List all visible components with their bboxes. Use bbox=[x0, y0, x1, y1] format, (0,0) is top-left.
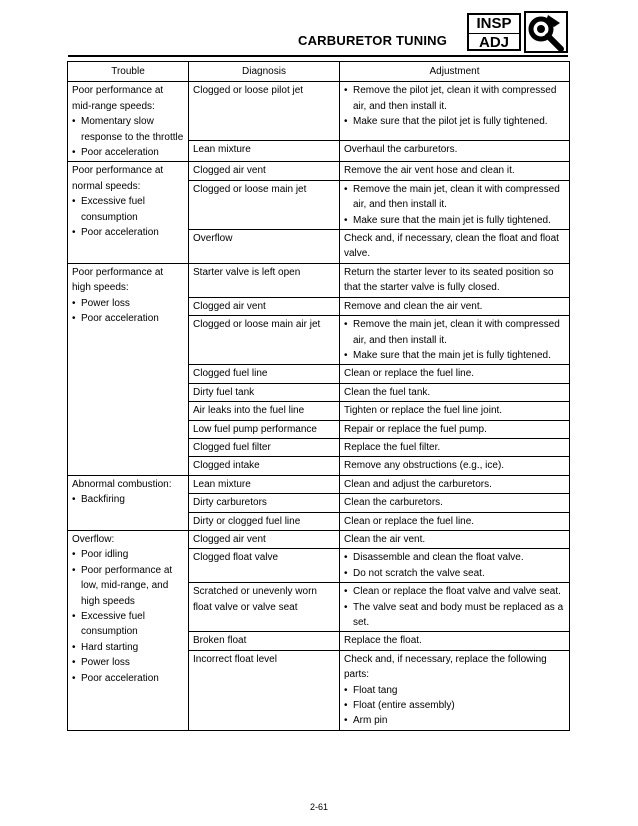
table-row bbox=[68, 530, 570, 548]
adjustment-cell bbox=[340, 263, 570, 297]
adjustment-text: Replace the fuel filter. bbox=[344, 441, 441, 453]
adjustment-text: Clean the air vent. bbox=[344, 533, 426, 545]
adjustment-cell bbox=[340, 438, 570, 456]
trouble-title: Abnormal combustion: bbox=[72, 478, 172, 490]
trouble-cell bbox=[68, 162, 189, 263]
trouble-symptom: • Excessive fuel consumption bbox=[72, 609, 184, 640]
diagnosis-cell: Clogged fuel filter bbox=[189, 438, 340, 456]
trouble-symptom-list bbox=[72, 296, 184, 327]
column-header-adjustment: Adjustment bbox=[340, 62, 570, 82]
adjustment-cell bbox=[340, 530, 570, 548]
diagnosis-cell: Clogged air vent bbox=[189, 530, 340, 548]
trouble-title: Poor performance at high speeds: bbox=[72, 266, 164, 294]
trouble-symptom: • Poor acceleration bbox=[72, 225, 184, 240]
adjustment-cell bbox=[340, 512, 570, 530]
wrench-magnifier-icon bbox=[524, 11, 568, 53]
adjustment-item: • Remove the pilot jet, clean it with compressed air, and then install it. bbox=[344, 83, 565, 114]
diagnosis-cell: Dirty carburetors bbox=[189, 494, 340, 512]
badge-bottom-label: ADJ bbox=[478, 34, 509, 51]
diagnosis-cell: Air leaks into the fuel line bbox=[189, 402, 340, 420]
column-header-diagnosis: Diagnosis bbox=[189, 62, 340, 82]
trouble-cell bbox=[68, 530, 189, 730]
trouble-symptom: • Momentary slow response to the throttle bbox=[72, 114, 184, 145]
diagnosis-cell: Clogged or loose pilot jet bbox=[189, 82, 340, 140]
adjustment-text: Replace the float. bbox=[344, 635, 422, 647]
trouble-cell bbox=[68, 263, 189, 475]
trouble-symptom: • Poor idling bbox=[72, 547, 184, 562]
diagnosis-cell: Scratched or unevenly worn float valve or valve seat bbox=[189, 583, 340, 632]
adjustment-cell bbox=[340, 230, 570, 264]
adjustment-text: Return the starter lever to its seated position so that the starter valve is fully closed. bbox=[344, 266, 554, 294]
adjustment-item: • Remove the main jet, clean it with compressed air, and then install it. bbox=[344, 317, 565, 348]
diagnosis-cell: Lean mixture bbox=[189, 475, 340, 493]
trouble-symptom: • Poor performance at low, mid-range, and high speeds bbox=[72, 563, 184, 609]
badge-top-label: INSP bbox=[469, 15, 519, 34]
adjustment-list bbox=[344, 550, 565, 581]
table-row bbox=[68, 263, 570, 297]
trouble-symptom: • Poor acceleration bbox=[72, 145, 184, 160]
table-row bbox=[68, 475, 570, 493]
adjustment-item: • Remove the main jet, clean it with compressed air, and then install it. bbox=[344, 182, 565, 213]
diagnosis-cell: Clogged fuel line bbox=[189, 365, 340, 383]
adjustment-text: Overhaul the carburetors. bbox=[344, 143, 458, 155]
table-row bbox=[68, 82, 570, 140]
trouble-symptom-list bbox=[72, 194, 184, 240]
adjustment-text: Remove the air vent hose and clean it. bbox=[344, 165, 515, 177]
table-header-row bbox=[68, 62, 570, 82]
page-number: 2-61 bbox=[309, 802, 328, 812]
trouble-symptom: • Power loss bbox=[72, 296, 184, 311]
adjustment-cell bbox=[340, 650, 570, 730]
trouble-symptom-list bbox=[72, 114, 184, 160]
diagnosis-cell: Low fuel pump performance bbox=[189, 420, 340, 438]
table-row bbox=[68, 162, 570, 180]
diagnosis-cell: Incorrect float level bbox=[189, 650, 340, 730]
diagnosis-cell: Overflow bbox=[189, 230, 340, 264]
trouble-symptom: • Backfiring bbox=[72, 492, 184, 507]
adjustment-text: Remove and clean the air vent. bbox=[344, 300, 483, 312]
trouble-symptom-list bbox=[72, 547, 184, 686]
column-header-trouble: Trouble bbox=[68, 62, 189, 82]
adjustment-cell bbox=[340, 140, 570, 162]
adjustment-text: Check and, if necessary, clean the float and float valve. bbox=[344, 233, 559, 260]
trouble-symptom: • Power loss bbox=[72, 655, 184, 670]
trouble-title: Overflow: bbox=[72, 533, 115, 545]
diagnosis-cell: Broken float bbox=[189, 632, 340, 650]
adjustment-cell bbox=[340, 402, 570, 420]
adjustment-cell bbox=[340, 549, 570, 583]
adjustment-cell bbox=[340, 583, 570, 632]
diagnosis-cell: Dirty or clogged fuel line bbox=[189, 512, 340, 530]
diagnosis-cell: Clogged or loose main air jet bbox=[189, 316, 340, 365]
trouble-symptom: • Poor acceleration bbox=[72, 311, 184, 326]
trouble-title: Poor performance at mid-range speeds: bbox=[72, 85, 164, 112]
adjustment-text: Remove any obstructions (e.g., ice). bbox=[344, 460, 505, 472]
diagnosis-cell: Clogged air vent bbox=[189, 297, 340, 315]
adjustment-cell bbox=[340, 494, 570, 512]
adjustment-item: • Clean or replace the float valve and valve seat. bbox=[344, 584, 565, 599]
adjustment-list bbox=[344, 683, 565, 729]
adjustment-cell bbox=[340, 365, 570, 383]
adjustment-text: Check and, if necessary, replace the following parts: bbox=[344, 653, 547, 681]
adjustment-cell bbox=[340, 297, 570, 315]
trouble-cell bbox=[68, 82, 189, 162]
adjustment-list bbox=[344, 584, 565, 630]
adjustment-cell bbox=[340, 180, 570, 229]
adjustment-cell bbox=[340, 457, 570, 475]
adjustment-cell bbox=[340, 475, 570, 493]
trouble-cell bbox=[68, 475, 189, 530]
adjustment-cell bbox=[340, 162, 570, 180]
adjustment-item: • Make sure that the main jet is fully tightened. bbox=[344, 348, 565, 363]
diagnosis-cell: Clogged or loose main jet bbox=[189, 180, 340, 229]
trouble-symptom: • Poor acceleration bbox=[72, 671, 184, 686]
diagnosis-cell: Clogged float valve bbox=[189, 549, 340, 583]
diagnosis-cell: Starter valve is left open bbox=[189, 263, 340, 297]
trouble-symptom: • Excessive fuel consumption bbox=[72, 194, 184, 225]
diagnosis-cell: Dirty fuel tank bbox=[189, 383, 340, 401]
adjustment-list bbox=[344, 317, 565, 363]
trouble-title: Poor performance at normal speeds: bbox=[72, 165, 164, 192]
adjustment-text: Tighten or replace the fuel line joint. bbox=[344, 405, 503, 417]
adjustment-item: • Float tang bbox=[344, 683, 565, 698]
diagnosis-cell: Lean mixture bbox=[189, 140, 340, 162]
diagnosis-cell: Clogged air vent bbox=[189, 162, 340, 180]
adjustment-item: • Do not scratch the valve seat. bbox=[344, 566, 565, 581]
trouble-symptom-list bbox=[72, 492, 184, 507]
adjustment-item: • The valve seat and body must be replaced as a set. bbox=[344, 600, 565, 631]
page-title: CARBURETOR TUNING bbox=[298, 33, 448, 48]
adjustment-text: Clean the carburetors. bbox=[344, 497, 443, 509]
adjustment-cell bbox=[340, 82, 570, 140]
section-badge bbox=[467, 13, 521, 51]
adjustment-item: • Make sure that the main jet is fully tightened. bbox=[344, 213, 565, 228]
adjustment-list bbox=[344, 83, 565, 129]
adjustment-cell bbox=[340, 420, 570, 438]
adjustment-text: Repair or replace the fuel pump. bbox=[344, 423, 487, 435]
adjustment-text: Clean or replace the fuel line. bbox=[344, 515, 475, 527]
trouble-symptom: • Hard starting bbox=[72, 640, 184, 655]
adjustment-item: • Make sure that the pilot jet is fully tightened. bbox=[344, 114, 565, 129]
diagnosis-cell: Clogged intake bbox=[189, 457, 340, 475]
adjustment-item: • Disassemble and clean the float valve. bbox=[344, 550, 565, 565]
adjustment-text: Clean the fuel tank. bbox=[344, 386, 431, 398]
adjustment-cell bbox=[340, 632, 570, 650]
adjustment-list bbox=[344, 182, 565, 228]
adjustment-item: • Float (entire assembly) bbox=[344, 698, 565, 713]
adjustment-text: Clean and adjust the carburetors. bbox=[344, 478, 492, 490]
adjustment-cell bbox=[340, 316, 570, 365]
troubleshooting-table bbox=[67, 61, 570, 731]
adjustment-text: Clean or replace the fuel line. bbox=[344, 368, 475, 380]
adjustment-cell bbox=[340, 383, 570, 401]
adjustment-item: • Arm pin bbox=[344, 713, 565, 728]
header-rule bbox=[68, 55, 568, 57]
